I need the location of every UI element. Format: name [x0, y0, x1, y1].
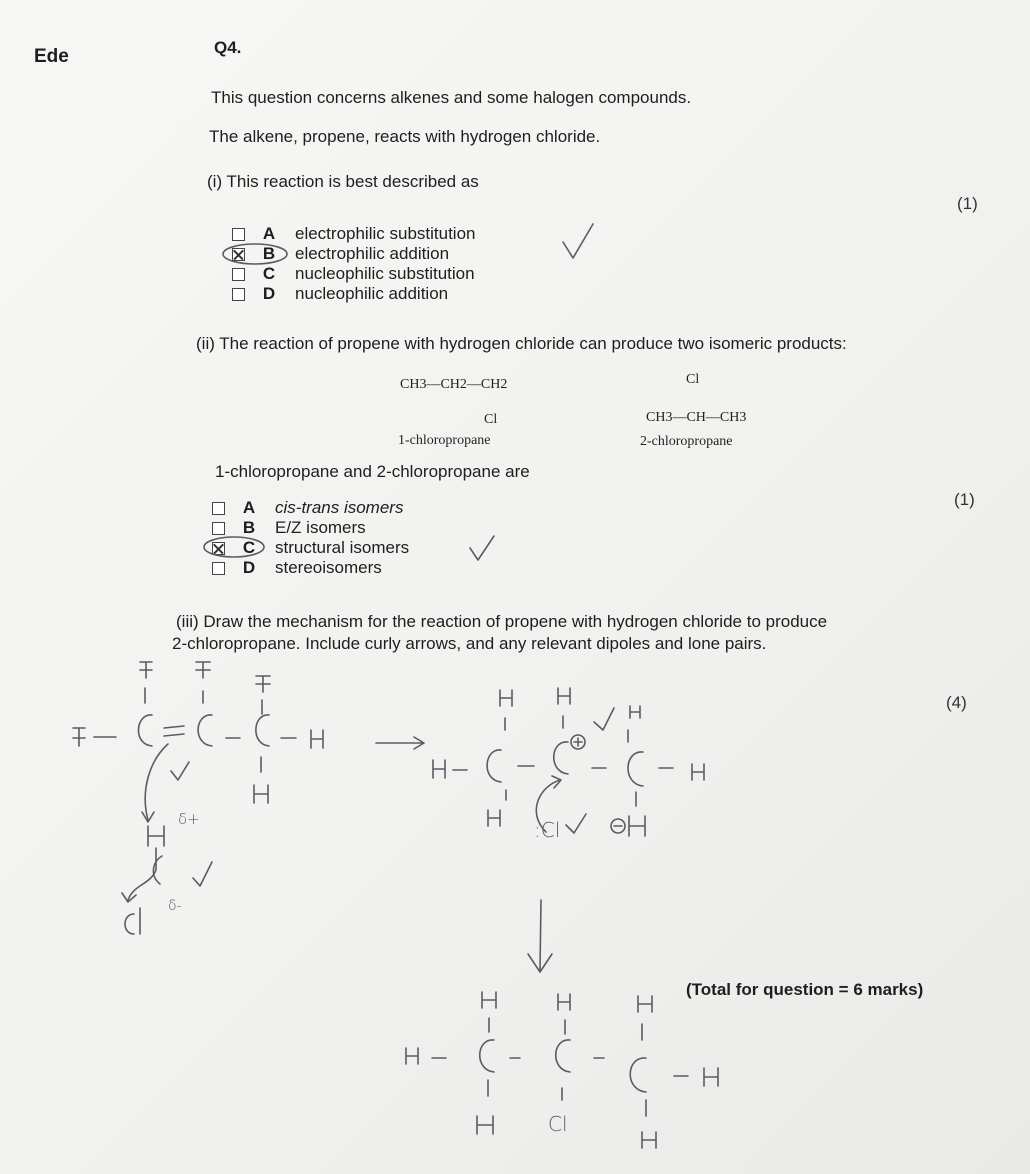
h-atom	[148, 826, 164, 846]
carbon	[628, 752, 643, 786]
intro-text: This question concerns alkenes and some halogen compounds.	[211, 88, 692, 107]
h-atom	[500, 690, 512, 706]
double-bond	[164, 726, 184, 736]
part-ii-marks: (1)	[954, 490, 975, 509]
dipole-negative: δ-	[168, 898, 182, 914]
carbon	[554, 742, 568, 774]
option-text: stereoisomers	[275, 558, 382, 577]
option-letter: B	[242, 518, 256, 537]
h-atom	[256, 676, 270, 692]
part-ii-question: 1-chloropropane and 2-chloropropane are	[215, 462, 530, 481]
option-text: E/Z isomers	[275, 518, 366, 537]
option-text: structural isomers	[275, 538, 410, 557]
option-letter: C	[242, 538, 256, 557]
curly-arrow	[128, 848, 156, 900]
h-atom	[433, 760, 445, 778]
h-atom	[488, 810, 500, 826]
h-atom	[629, 816, 645, 836]
cl-atom	[125, 908, 140, 934]
h-atom	[704, 1068, 718, 1086]
lead-text: The alkene, propene, reacts with hydrogen chloride.	[209, 127, 601, 146]
carbon	[630, 1058, 646, 1092]
carbon	[556, 1040, 570, 1072]
tick-mark	[193, 862, 212, 886]
curly-arrow	[145, 744, 168, 820]
h-atom	[482, 992, 496, 1008]
part-iii-marks: (4)	[946, 693, 967, 712]
total-marks: (Total for question = 6 marks)	[686, 980, 924, 999]
carbon	[198, 715, 212, 746]
bond-arrow	[153, 856, 162, 884]
option-letter: D	[262, 284, 276, 303]
h-atom	[642, 1132, 656, 1148]
h-atom	[558, 994, 570, 1010]
h-atom	[311, 730, 323, 748]
h-atom	[477, 1116, 493, 1134]
part-i-stem: (i) This reaction is best described as	[207, 172, 479, 191]
down-arrow	[528, 900, 552, 972]
option-letter: A	[242, 498, 256, 517]
tick-mark	[566, 814, 586, 833]
h-atom	[630, 706, 640, 718]
tick-mark	[171, 762, 189, 780]
part-ii-stem: (ii) The reaction of propene with hydrogen chloride can produce two isomeric products:	[196, 334, 847, 353]
option-text: electrophilic addition	[295, 244, 450, 263]
reaction-arrow	[376, 737, 424, 749]
circle-mark-b	[223, 244, 287, 264]
student-name: Ede	[34, 46, 69, 67]
structure-2-name: 2-chloropropane	[640, 434, 733, 449]
circle-mark-c	[204, 537, 264, 557]
part-iii-line1: (iii) Draw the mechanism for the reaction of propene with hydrogen chloride to produce	[176, 612, 828, 631]
structure-1-name: 1-chloropropane	[398, 433, 491, 448]
carbon	[256, 715, 269, 746]
option-letter: D	[242, 558, 256, 577]
h-atom	[692, 764, 704, 780]
h-atom	[638, 996, 652, 1012]
h-atom	[254, 785, 268, 803]
option-text: nucleophilic substitution	[295, 264, 475, 283]
tick-mark	[563, 224, 593, 258]
option-text: cis-trans isomers	[275, 498, 404, 517]
plus-sign	[574, 738, 582, 746]
h-atom	[196, 662, 210, 678]
structure-1-cl: Cl	[484, 412, 498, 427]
question-number: Q4.	[214, 38, 242, 57]
h-atom	[558, 688, 570, 704]
part-i-marks: (1)	[957, 194, 978, 213]
option-text: nucleophilic addition	[295, 284, 449, 303]
carbon	[487, 750, 501, 782]
structure-2-formula: CH3—CH—CH3	[646, 410, 747, 425]
structure-2-cl: Cl	[686, 372, 700, 387]
dipole-positive: δ+	[178, 810, 200, 828]
h-atom	[406, 1048, 418, 1064]
structure-1-formula: CH3—CH2—CH2	[400, 377, 508, 392]
tick-mark	[470, 536, 494, 560]
carbon	[480, 1040, 494, 1072]
carbon	[138, 715, 152, 746]
chloride-ion: :Cl	[534, 818, 561, 842]
part-iii-line2: 2-chloropropane. Include curly arrows, and any relevant dipoles and lone pairs.	[172, 634, 767, 653]
h-atom	[140, 662, 152, 678]
product-chlorine: Cl	[548, 1112, 568, 1136]
option-letter: C	[262, 264, 276, 283]
option-text: electrophilic substitution	[295, 224, 476, 243]
tick-mark	[594, 708, 614, 730]
option-letter: A	[262, 224, 276, 243]
h-atom	[73, 728, 85, 746]
option-letter: B	[262, 244, 276, 263]
